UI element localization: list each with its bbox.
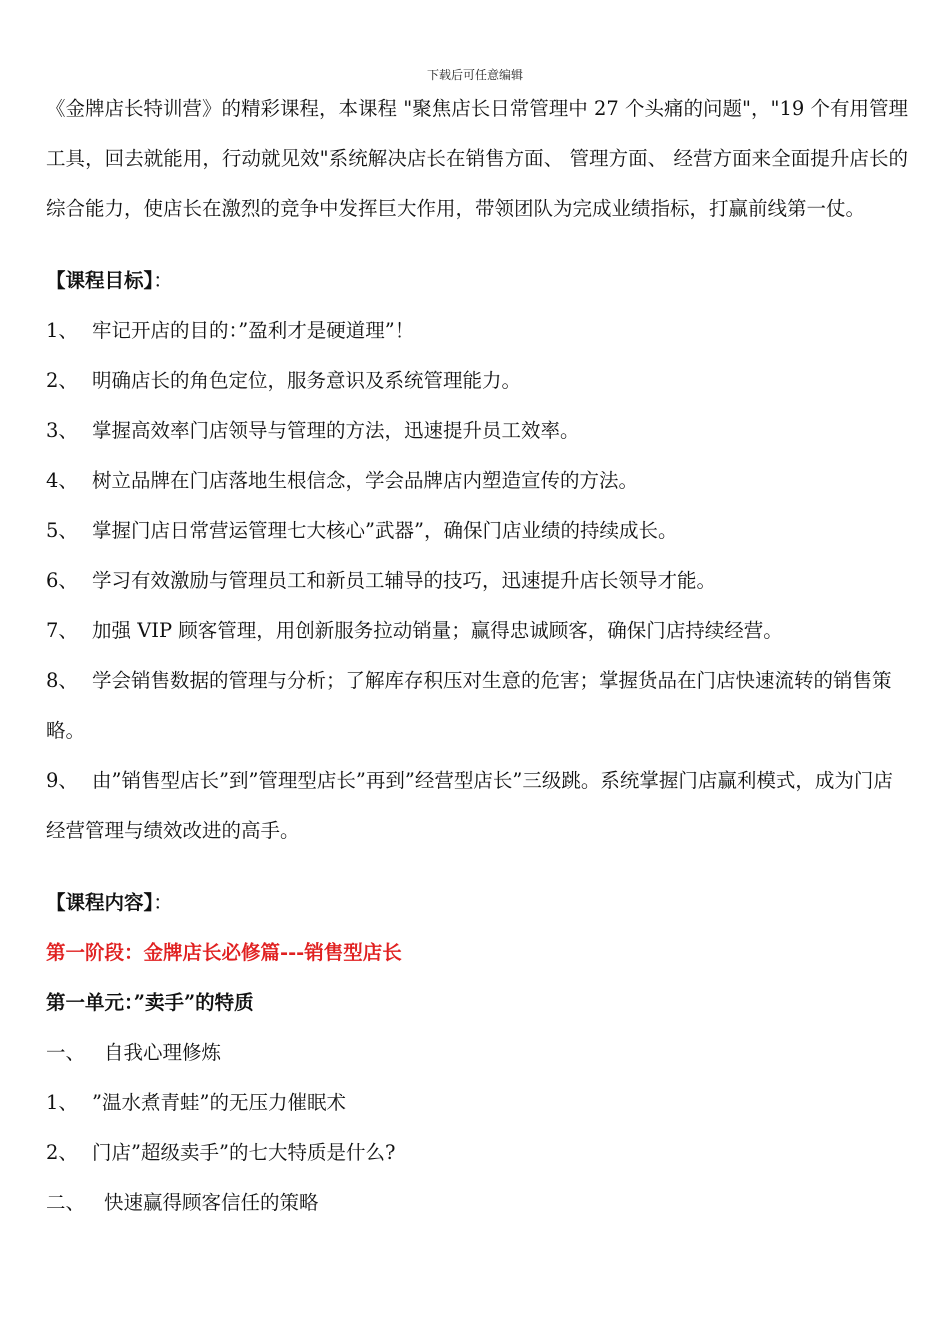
goal-number: 6、 (46, 569, 78, 592)
goal-item-9 (46, 756, 908, 856)
sub-item-1 (46, 1078, 908, 1128)
goal-item-4 (46, 456, 908, 506)
goal-text: 牢记开店的目的：”盈利才是硬道理”！ (92, 319, 415, 342)
goal-text: 由”销售型店长”到”管理型店长”再到”经营型店长”三级跳。系统掌握门店赢利模式，成为门店经营管理与绩效改进的高手。 (46, 769, 893, 842)
contents-heading-text: 【课程内容】 (46, 891, 154, 914)
section-item-1 (46, 1028, 908, 1078)
section-number: 一、 (46, 1041, 86, 1064)
goal-text: 学会销售数据的管理与分析；了解库存积压对生意的危害；掌握货品在门店快速流转的销售策略。 (46, 669, 892, 742)
intro-paragraph: 《金牌店长特训营》的精彩课程，本课程 "聚焦店长日常管理中 27 个头痛的问题"，"19 个有用管理工具，回去就能用，行动就见效"系统解决店长在销售方面、 管理方面、 经营方面来全面提升店长的综合能力，使店长在激烈的竞争中发挥巨大作用，带领团队为完成业绩指标，打赢前线第一仗。 (46, 97, 908, 220)
goal-number: 9、 (46, 769, 78, 792)
goal-number: 3、 (46, 419, 78, 442)
goal-number: 4、 (46, 469, 78, 492)
goals-heading-colon: ： (153, 269, 173, 292)
goal-item-1 (46, 306, 908, 356)
goal-item-2 (46, 356, 908, 406)
sub-item-2 (46, 1128, 908, 1178)
goal-text: 树立品牌在门店落地生根信念，学会品牌店内塑造宣传的方法。 (92, 469, 639, 492)
page-header: 下载后可任意编辑 (426, 68, 523, 82)
section-text: 自我心理修炼 (104, 1041, 222, 1064)
goal-number: 7、 (46, 619, 78, 642)
goal-item-6 (46, 556, 908, 606)
goals-heading (46, 256, 908, 306)
sub-text: 门店”超级卖手”的七大特质是什么? (92, 1141, 396, 1164)
goal-number: 8、 (46, 669, 78, 692)
goals-heading-text: 【课程目标】 (46, 269, 154, 292)
goal-text: 明确店长的角色定位，服务意识及系统管理能力。 (92, 369, 522, 392)
document-body (46, 84, 908, 1228)
section-item-2 (46, 1178, 908, 1228)
goal-item-8 (46, 656, 908, 756)
section-number: 二、 (46, 1191, 86, 1214)
contents-heading-colon: ： (153, 891, 173, 914)
sub-text: ”温水煮青蛙”的无压力催眠术 (92, 1091, 346, 1114)
spacer (46, 856, 908, 878)
goal-item-5 (46, 506, 908, 556)
contents-heading (46, 878, 908, 928)
stage-title: 第一阶段：金牌店长必修篇---销售型店长 (46, 941, 402, 964)
spacer (46, 234, 908, 256)
goal-text: 掌握门店日常营运管理七大核心”武器”，确保门店业绩的持续成长。 (92, 519, 678, 542)
goal-item-3 (46, 406, 908, 456)
goal-text: 学习有效激励与管理员工和新员工辅导的技巧，迅速提升店长领导才能。 (92, 569, 717, 592)
unit-title: 第一单元：”卖手”的特质 (46, 991, 254, 1014)
goal-number: 5、 (46, 519, 78, 542)
goal-number: 1、 (46, 319, 78, 342)
sub-number: 1、 (46, 1091, 78, 1114)
sub-number: 2、 (46, 1141, 78, 1164)
goal-number: 2、 (46, 369, 78, 392)
goal-text: 掌握高效率门店领导与管理的方法，迅速提升员工效率。 (92, 419, 580, 442)
goal-text: 加强 VIP 顾客管理，用创新服务拉动销量；赢得忠诚顾客，确保门店持续经营。 (92, 619, 783, 642)
goal-item-7 (46, 606, 908, 656)
section-text: 快速赢得顾客信任的策略 (104, 1191, 319, 1214)
